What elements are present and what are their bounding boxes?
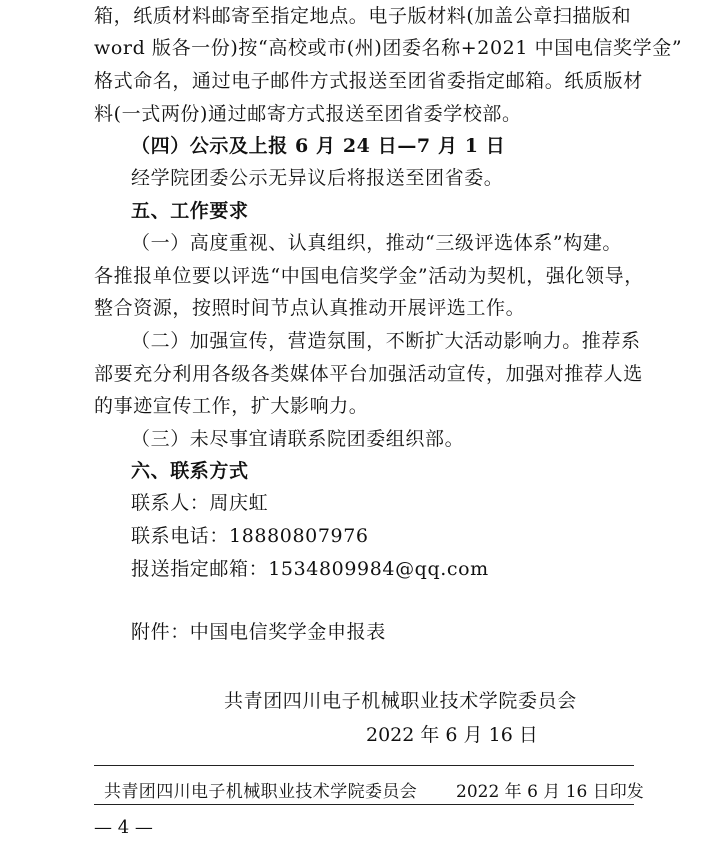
- body-line-9: 各推报单位要以评选“中国电信奖学金”活动为契机，强化领导，: [94, 265, 644, 287]
- section-heading-4: （四）公示及上报 6 月 24 日—7 月 1 日: [131, 135, 506, 157]
- body-line-13: 的事迹宣传工作，扩大影响力。: [94, 395, 369, 417]
- body-line-12: 部要充分利用各级各类媒体平台加强活动宣传，加强对推荐人选: [94, 363, 643, 385]
- body-line-14: （三）未尽事宜请联系院团委组织部。: [131, 428, 465, 450]
- body-line-6: 经学院团委公示无异议后将报送至团省委。: [131, 167, 504, 189]
- body-line-1: 箱，纸质材料邮寄至指定地点。电子版材料(加盖公章扫描版和: [94, 5, 632, 27]
- contact-email: 报送指定邮箱：1534809984@qq.com: [131, 558, 489, 580]
- footer-issue-date: 2022 年 6 月 16 日印发: [456, 782, 644, 802]
- heading-contact: 六、联系方式: [131, 460, 249, 482]
- attachment-note: 附件：中国电信奖学金申报表: [131, 621, 386, 643]
- body-line-8: （一）高度重视、认真组织，推动“三级评选体系”构建。: [131, 232, 623, 254]
- contact-person: 联系人：周庆虹: [131, 492, 269, 514]
- page-number: — 4 —: [94, 817, 153, 838]
- signature-date: 2022 年 6 月 16 日: [366, 724, 538, 746]
- signature-org: 共青团四川电子机械职业技术学院委员会: [224, 690, 577, 712]
- body-line-2: word 版各一份)按“高校或市(州)团委名称+2021 中国电信奖学金”: [94, 37, 683, 59]
- body-line-10: 整合资源，按照时间节点认真推动开展评选工作。: [94, 297, 526, 319]
- footer-org: 共青团四川电子机械职业技术学院委员会: [104, 782, 418, 802]
- contact-phone: 联系电话：18880807976: [131, 525, 369, 547]
- body-line-4: 料(一式两份)通过邮寄方式报送至团省委学校部。: [94, 103, 522, 125]
- heading-work-requirements: 五、工作要求: [131, 200, 249, 222]
- body-line-11: （二）加强宣传，营造氛围，不断扩大活动影响力。推荐系: [131, 330, 641, 352]
- footer-rule-top: [94, 765, 634, 766]
- body-line-3: 格式命名，通过电子邮件方式报送至团省委指定邮箱。纸质版材: [94, 70, 643, 92]
- footer-rule-bottom: [94, 804, 634, 805]
